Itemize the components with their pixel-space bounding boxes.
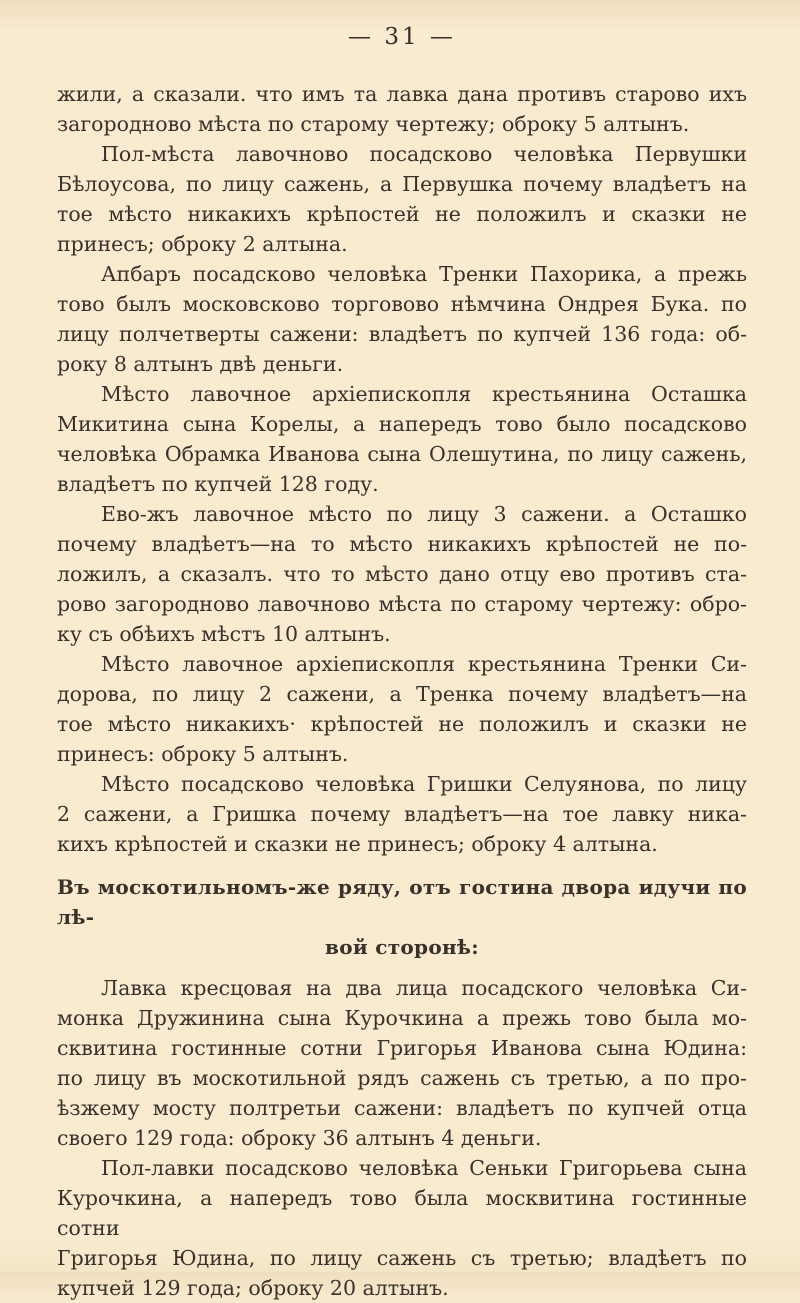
text-line: владѣетъ по купчей 128 году. bbox=[57, 472, 379, 496]
text-line: Григорья Юдина, по лицу сажень съ третью; владѣетъ по bbox=[57, 1246, 747, 1270]
text-line: сквитина гостинные сотни Григорья Иванова сына Юдина: bbox=[57, 1036, 747, 1060]
text-line: Мѣсто посадсково человѣка Гришки Селуянова, по лицу bbox=[101, 772, 747, 796]
text-line: жили, а сказали. что имъ та лавка дана противъ старово ихъ bbox=[57, 82, 747, 106]
page-number: — 31 — bbox=[348, 24, 456, 50]
paragraph bbox=[57, 139, 747, 259]
text-line: лицу полчетверты сажени: владѣетъ по купчей 136 года: об- bbox=[57, 322, 747, 346]
text-line: дорова, по лицу 2 сажени, а Тренка почему владѣетъ—на bbox=[57, 682, 747, 706]
text-line: Микитина сына Корелы, а напередъ тово было посадсково bbox=[57, 412, 747, 436]
paragraph bbox=[57, 379, 747, 499]
text-line: рово загородново лавочново мѣста по старому чертежу: обро- bbox=[57, 592, 747, 616]
text-line: купчей 129 года; оброку 20 алтынъ. bbox=[57, 1276, 449, 1300]
paragraph bbox=[57, 649, 747, 769]
text-line: тое мѣсто никакихъ· крѣпостей не положилъ и сказки не bbox=[57, 712, 747, 736]
paragraph bbox=[57, 1153, 747, 1303]
paragraph bbox=[57, 973, 747, 1153]
text-line: по лицу въ москотильной рядъ сажень съ третью, а по про- bbox=[57, 1066, 747, 1090]
text-line: загородново мѣста по старому чертежу; оброку 5 алтынъ. bbox=[57, 112, 690, 136]
text-line: монка Дружинина сына Курочкина а прежь тово была мо- bbox=[57, 1006, 747, 1030]
text-line: почему владѣетъ—на то мѣсто никакихъ крѣпостей не по- bbox=[57, 532, 747, 556]
text-line: Лавка кресцовая на два лица посадского человѣка Си- bbox=[101, 976, 747, 1000]
paragraph bbox=[57, 499, 747, 649]
text-line: кихъ крѣпостей и сказки не принесъ; оброку 4 алтына. bbox=[57, 832, 658, 856]
paragraph bbox=[57, 769, 747, 859]
section-heading bbox=[57, 872, 747, 962]
text-line: Ево-жъ лавочное мѣсто по лицу 3 сажени. а Осташко bbox=[101, 502, 747, 526]
text-line: Курочкина, а напередъ тово была москвитина гостинные сотни bbox=[57, 1186, 747, 1240]
text-line: вой сторонѣ: bbox=[325, 935, 479, 959]
text-line: тово былъ московсково торговово нѣмчина Ондрея Бука. по bbox=[57, 292, 747, 316]
text-line: ложилъ, а сказалъ. что то мѣсто дано отцу ево противъ ста- bbox=[57, 562, 747, 586]
text-line: тое мѣсто никакихъ крѣпостей не положилъ и сказки не bbox=[57, 202, 747, 226]
text-line: принесъ; оброку 2 алтына. bbox=[57, 232, 348, 256]
paragraph bbox=[57, 79, 747, 139]
text-line: своего 129 года: оброку 36 алтынъ 4 деньги. bbox=[57, 1126, 542, 1150]
text-line: Пол-мѣста лавочново посадсково человѣка Первушки bbox=[101, 142, 747, 166]
text-line: принесъ: оброку 5 алтынъ. bbox=[57, 742, 349, 766]
text-line: Въ москотильномъ-же ряду, отъ гостина двора идучи по лѣ- bbox=[57, 875, 747, 929]
text-line: Бѣлоусова, по лицу сажень, а Первушка почему владѣетъ на bbox=[57, 172, 747, 196]
text-line: ѣзжему мосту полтретьи сажени: владѣетъ по купчей отца bbox=[57, 1096, 747, 1120]
text-line: ку съ обѣихъ мѣстъ 10 алтынъ. bbox=[57, 622, 391, 646]
text-line: Мѣсто лавочное архіепископля крестьянина Осташка bbox=[101, 382, 747, 406]
text-line: человѣка Обрамка Иванова сына Олешутина, по лицу сажень, bbox=[57, 442, 747, 466]
text-line: Мѣсто лавочное архіепископля крестьянина Тренки Си- bbox=[101, 652, 747, 676]
text-line: Пол-лавки посадсково человѣка Сеньки Григорьева сына bbox=[101, 1156, 747, 1180]
paragraph bbox=[57, 259, 747, 379]
text-block bbox=[57, 79, 747, 1303]
text-line: 2 сажени, а Гришка почему владѣетъ—на тое лавку ника- bbox=[57, 802, 747, 826]
text-line: року 8 алтынъ двѣ деньги. bbox=[57, 352, 344, 376]
text-line: Апбаръ посадсково человѣка Тренки Пахорика, а прежь bbox=[101, 262, 747, 286]
